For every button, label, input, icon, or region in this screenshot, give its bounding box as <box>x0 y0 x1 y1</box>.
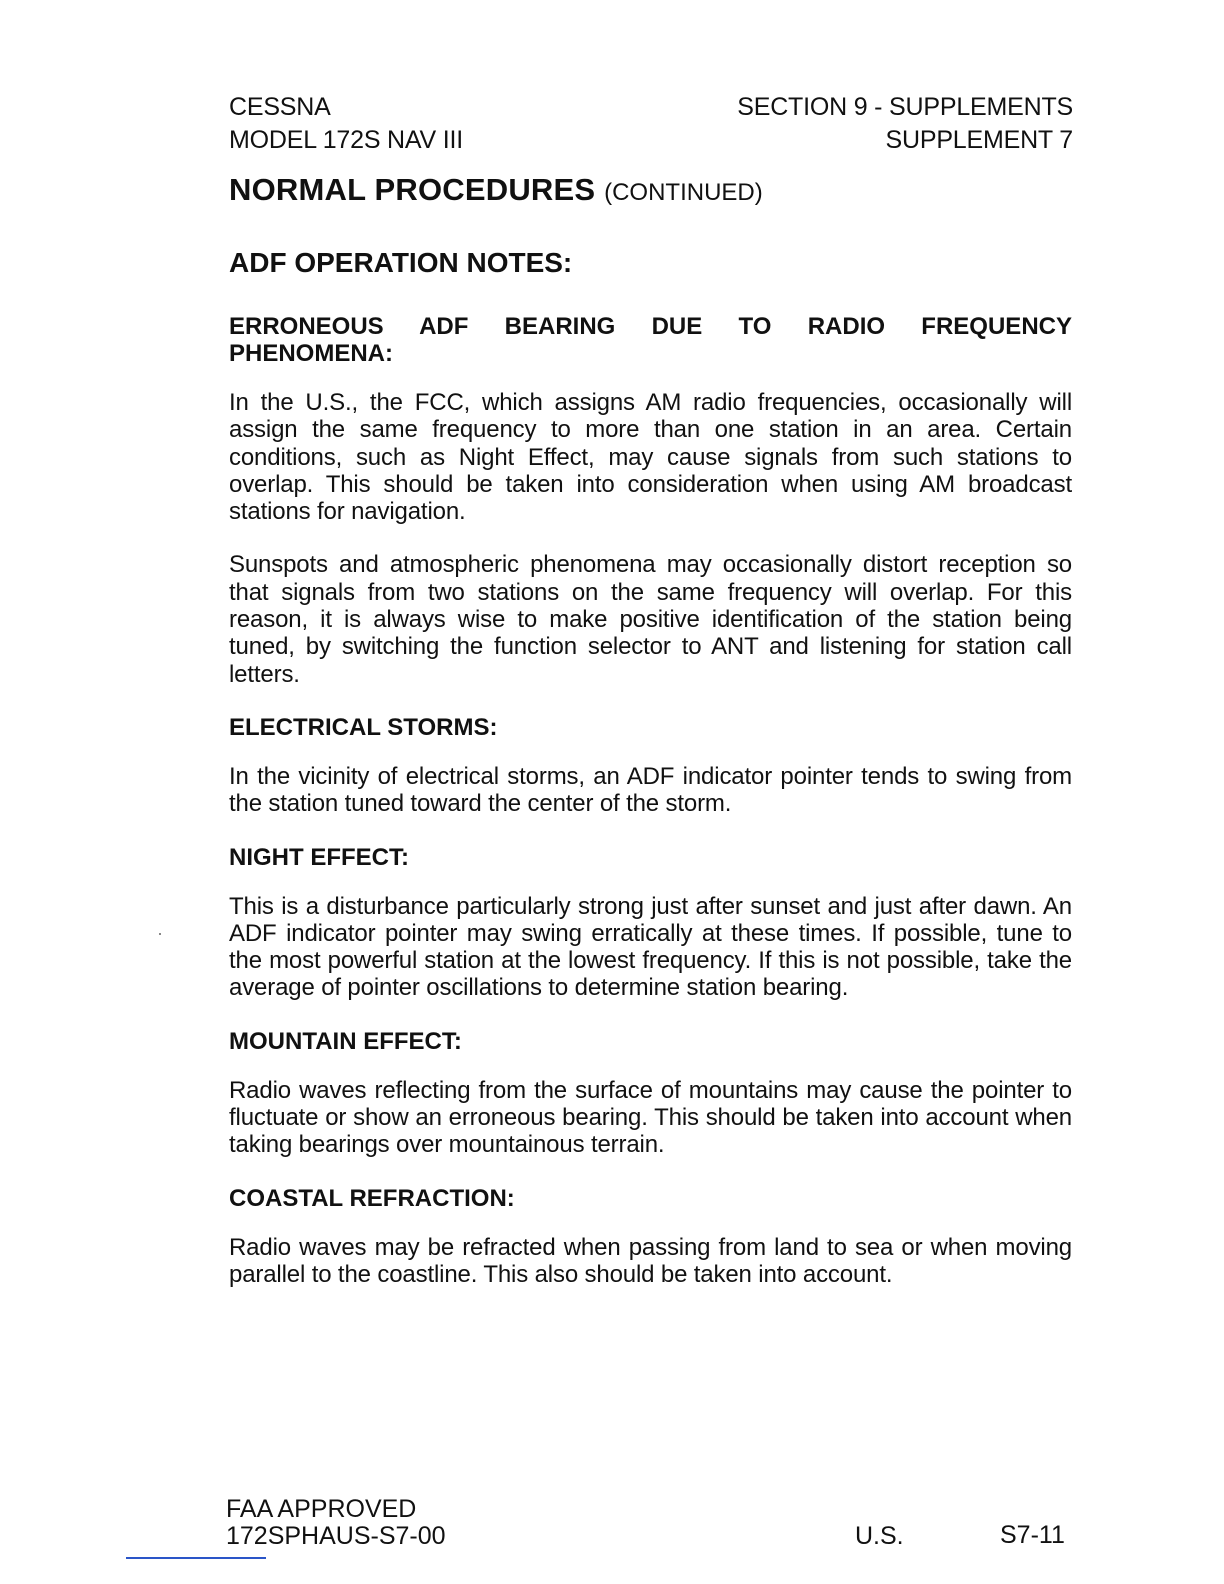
header-left <box>229 91 463 157</box>
document-body <box>229 313 1072 1314</box>
paragraph: In the vicinity of electrical storms, an ADF indicator pointer tends to swing from the station tuned toward the center of the storm. <box>229 762 1072 818</box>
page-title-main: NORMAL PROCEDURES <box>229 172 596 207</box>
header-manufacturer: CESSNA <box>229 93 331 121</box>
paragraph: Radio waves may be refracted when passing from land to sea or when moving parallel to the coastline. This also should be taken into account. <box>229 1233 1072 1288</box>
scan-speck <box>159 933 161 935</box>
section-title: ADF OPERATION NOTES: <box>229 247 573 278</box>
footer-doc-id: 172SPHAUS-S7-00 <box>226 1522 446 1550</box>
header-section: SECTION 9 - SUPPLEMENTS <box>737 93 1073 121</box>
header-supplement: SUPPLEMENT 7 <box>885 126 1073 154</box>
paragraph: This is a disturbance particularly strong just after sunset and just after dawn. An ADF indicator pointer may swing erratically at these times. If possible, tune to the most powerful station at the lowest frequency. If this is not possible, take the average of pointer oscillations to determine station bearing. <box>229 892 1072 1002</box>
section-heading: MOUNTAIN EFFECT: <box>229 1027 462 1055</box>
footer-left <box>226 1496 446 1550</box>
section-night-effect <box>229 844 1072 1002</box>
footer-page-number: S7-11 <box>1000 1521 1065 1549</box>
footer-rule <box>126 1557 266 1559</box>
section-electrical-storms <box>229 714 1072 818</box>
section-heading: ERRONEOUS ADF BEARING DUE TO RADIO FREQUENCY PHENOMENA: <box>229 313 1072 367</box>
paragraph: Radio waves reflecting from the surface of mountains may cause the pointer to fluctuate or show an erroneous bearing. This should be taken into account when taking bearings over mountainous terrain. <box>229 1076 1072 1159</box>
section-heading: NIGHT EFFECT: <box>229 843 409 871</box>
page-title-continued: (CONTINUED) <box>604 179 763 206</box>
header-model: MODEL 172S NAV III <box>229 126 463 154</box>
section-erroneous-bearing <box>229 313 1072 688</box>
footer-approval: FAA APPROVED <box>226 1495 417 1523</box>
header-right <box>737 91 1073 157</box>
page-title <box>229 172 763 208</box>
section-heading: ELECTRICAL STORMS: <box>229 713 498 741</box>
section-coastal-refraction <box>229 1185 1072 1289</box>
footer-region: U.S. <box>855 1522 904 1550</box>
section-heading: COASTAL REFRACTION: <box>229 1184 515 1212</box>
paragraph: In the U.S., the FCC, which assigns AM radio frequencies, occasionally will assign the same frequency to more than one station in an area. Certain conditions, such as Night Effect, may cause signals from such stations to overlap. This should be taken into consideration when using AM broadcast stations for navigation. <box>229 389 1072 526</box>
section-mountain-effect <box>229 1028 1072 1159</box>
paragraph: Sunspots and atmospheric phenomena may occasionally distort reception so that signals from two stations on the same frequency will overlap. For this reason, it is always wise to make positive identification of the station being tuned, by switching the function selector to ANT and listening for station call letters. <box>229 551 1072 688</box>
